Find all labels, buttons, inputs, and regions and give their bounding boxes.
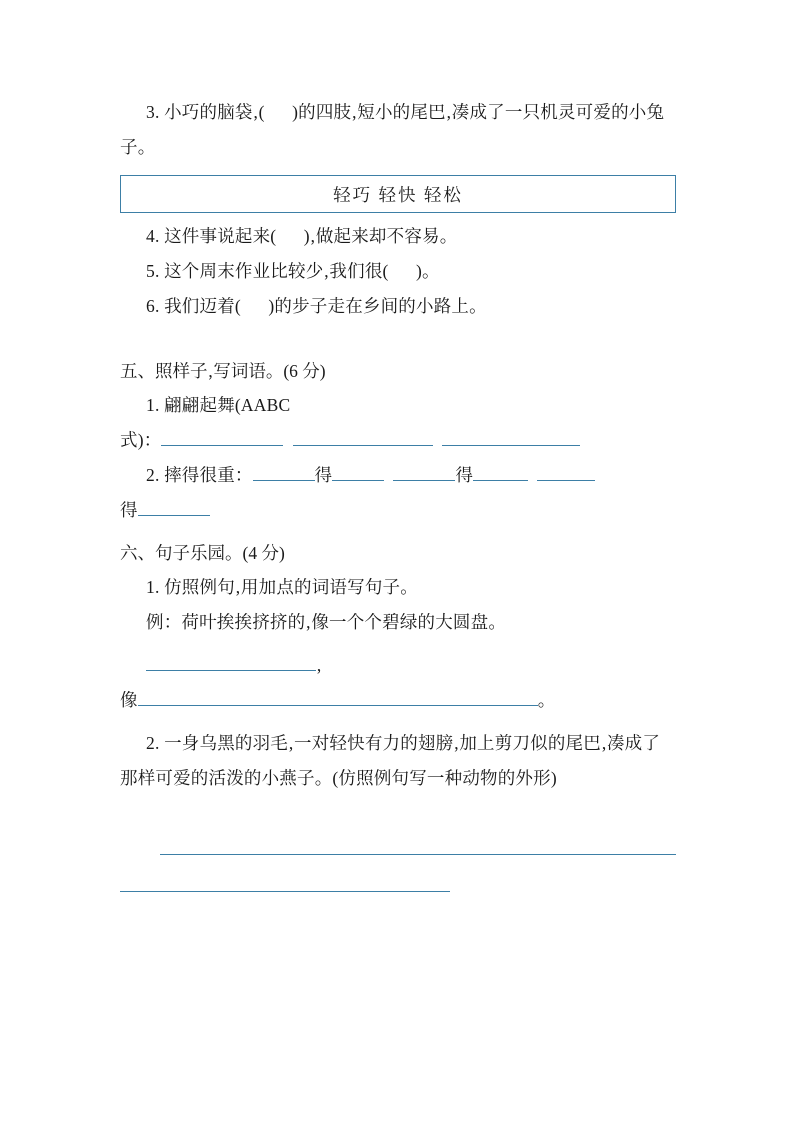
question-6: 6. 我们迈着( )的步子走在乡间的小路上。 — [146, 296, 487, 316]
word-bank-box — [120, 175, 676, 213]
section-6-example: 例：荷叶挨挨挤挤的‚像一个个碧绿的大圆盘。 — [146, 612, 507, 632]
section-6-title: 六、句子乐园。(4 分) — [120, 543, 285, 563]
answer-blank[interactable] — [293, 428, 433, 446]
answer-blank[interactable] — [442, 428, 580, 446]
answer-blank[interactable] — [393, 463, 455, 481]
answer-area — [120, 818, 676, 892]
section-5-question-2 — [120, 458, 676, 493]
answer-blank[interactable] — [473, 463, 528, 481]
de-char-2: 得 — [455, 465, 474, 485]
spacer-3 — [120, 640, 676, 648]
section-5-question-1-line1: 1. 翩翩起舞(AABC — [146, 395, 291, 415]
section-5-title: 五、照样子‚写词语。(6 分) — [120, 361, 326, 381]
question-5: 5. 这个周末作业比较少‚我们很( )。 — [146, 261, 440, 281]
question-4: 4. 这件事说起来( )‚做起来却不容易。 — [146, 226, 458, 246]
answer-blank-line[interactable] — [120, 855, 450, 892]
spacer-2 — [120, 528, 676, 536]
answer-blank[interactable] — [537, 463, 595, 481]
answer-blank[interactable] — [161, 428, 283, 446]
spacer-4 — [120, 718, 676, 726]
comma-mark: ‚ — [316, 655, 323, 675]
spacer-1 — [120, 324, 676, 354]
answer-blank[interactable] — [332, 463, 384, 481]
answer-blank[interactable] — [253, 463, 315, 481]
section-5-question-2-cont — [120, 493, 676, 528]
s5-q2-label: 2. 摔得很重： — [146, 465, 253, 485]
answer-blank[interactable] — [146, 653, 316, 671]
period-mark: 。 — [537, 690, 556, 710]
question-3: 3. 小巧的脑袋‚( )的四肢‚短小的尾巴‚凑成了一只机灵可爱的小兔子。 — [120, 102, 665, 157]
like-char: 像 — [120, 690, 138, 710]
page-content — [120, 95, 676, 892]
de-char-3: 得 — [120, 500, 138, 520]
de-char-1: 得 — [314, 465, 333, 485]
section-5-question-1-line2 — [120, 423, 676, 458]
answer-line-2 — [120, 683, 676, 718]
answer-line-1 — [120, 648, 676, 683]
word-bank-text: 轻巧 轻快 轻松 — [333, 184, 463, 205]
section-6-question-1: 1. 仿照例句‚用加点的词语写句子。 — [146, 577, 418, 597]
section-6-question-2: 2. 一身乌黑的羽毛‚一对轻快有力的翅膀‚加上剪刀似的尾巴‚凑成了那样可爱的活泼的小燕子。(仿照例句写一种动物的外形) — [120, 733, 661, 788]
answer-blank[interactable] — [138, 688, 538, 706]
s5-q1-label: 式)： — [120, 430, 162, 450]
answer-blank[interactable] — [138, 498, 210, 516]
answer-blank-line[interactable] — [160, 818, 676, 855]
